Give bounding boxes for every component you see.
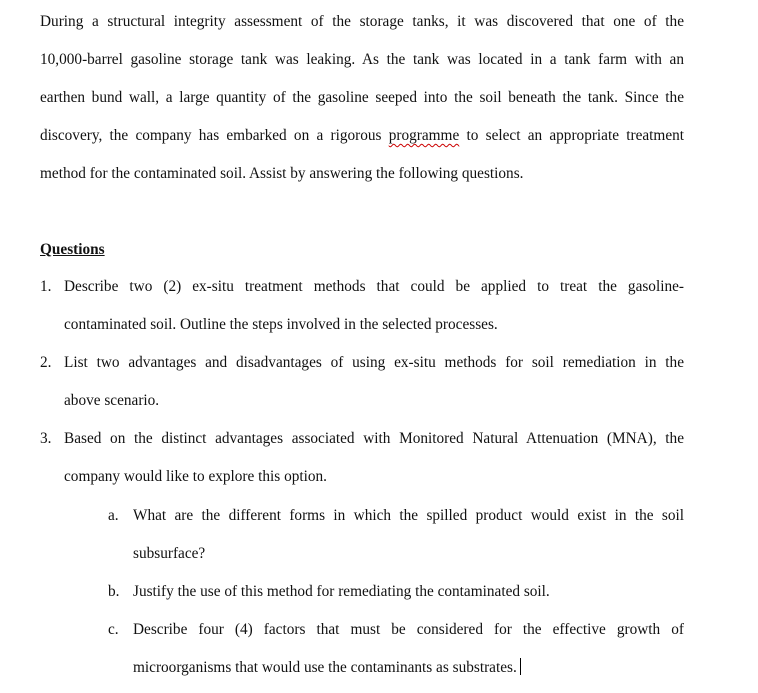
text: microorganisms that would use the contaminants as substrates. bbox=[133, 659, 517, 676]
question-1-line-2: contaminated soil. Outline the steps involved in the selected processes. bbox=[64, 316, 498, 333]
intro-line-5: method for the contaminated soil. Assist by answering the following questions. bbox=[40, 165, 524, 182]
question-2-line-1: List two advantages and disadvantages of using ex-situ methods for soil remediation in the bbox=[64, 354, 684, 371]
questions-heading: Questions bbox=[40, 241, 105, 258]
subquestion-c-line-1: Describe four (4) factors that must be considered for the effective growth of bbox=[133, 621, 684, 638]
text-cursor bbox=[520, 658, 521, 675]
subquestion-b-letter: b. bbox=[108, 583, 120, 600]
question-1-line-1: Describe two (2) ex-situ treatment methods that could be applied to treat the gasoline- bbox=[64, 278, 684, 295]
subquestion-a-letter: a. bbox=[108, 507, 119, 524]
subquestion-a-line-2: subsurface? bbox=[133, 545, 206, 562]
question-1-number: 1. bbox=[40, 278, 52, 295]
text: discovery, the company has embarked on a rigorous bbox=[40, 127, 382, 144]
question-3-number: 3. bbox=[40, 430, 52, 447]
intro-line-4 bbox=[40, 126, 684, 146]
spellcheck-word[interactable]: programme bbox=[388, 127, 460, 144]
text: to select an appropriate treatment bbox=[466, 127, 685, 144]
subquestion-c-line-2 bbox=[133, 658, 521, 678]
question-2-line-2: above scenario. bbox=[64, 392, 160, 409]
intro-line-1: During a structural integrity assessment of the storage tanks, it was discovered that one of the bbox=[40, 13, 684, 30]
question-3-line-2: company would like to explore this option. bbox=[64, 468, 327, 485]
question-2-number: 2. bbox=[40, 354, 52, 371]
intro-line-3: earthen bund wall, a large quantity of the gasoline seeped into the soil beneath the tank. Since the bbox=[40, 89, 684, 106]
subquestion-c-letter: c. bbox=[108, 621, 119, 638]
subquestion-a-line-1: What are the different forms in which the spilled product would exist in the soil bbox=[133, 507, 684, 524]
subquestion-b-line-1: Justify the use of this method for remediating the contaminated soil. bbox=[133, 583, 550, 600]
intro-line-2: 10,000-barrel gasoline storage tank was leaking. As the tank was located in a tank farm with an bbox=[40, 51, 684, 68]
question-3-line-1: Based on the distinct advantages associated with Monitored Natural Attenuation (MNA), the bbox=[64, 430, 684, 447]
